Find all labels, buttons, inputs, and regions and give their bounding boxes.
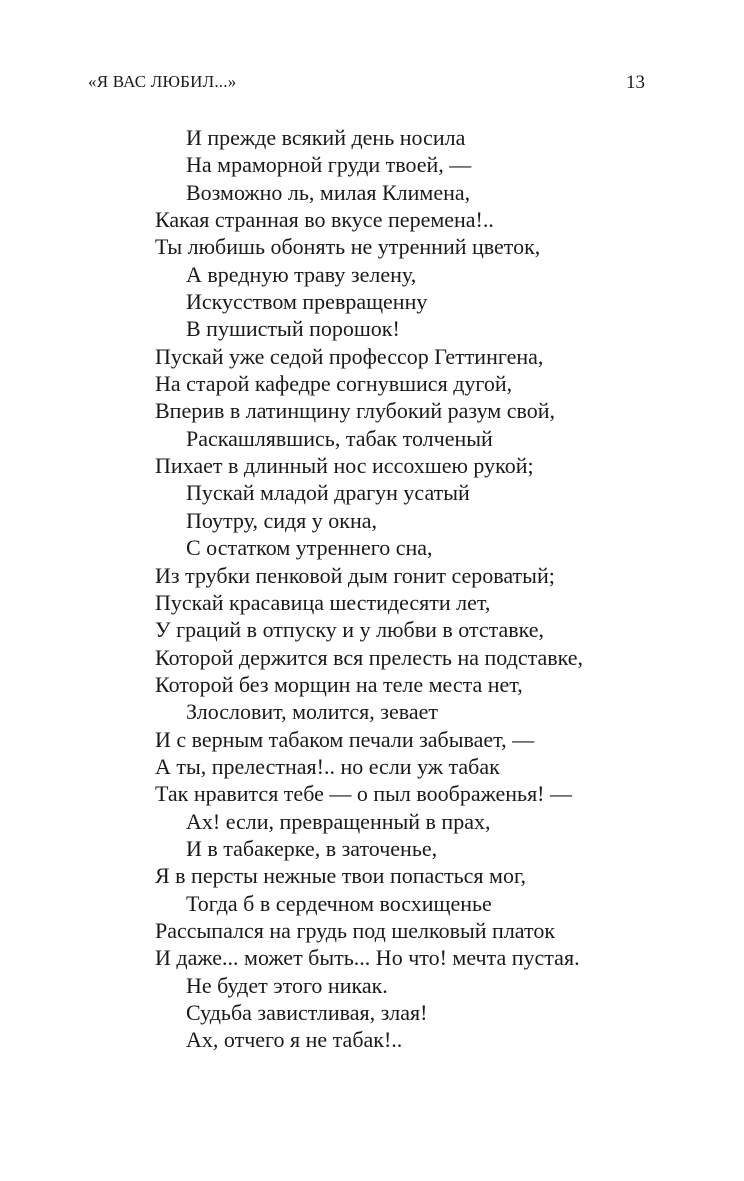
poem-line: Пихает в длинный нос иссохшею рукой;: [155, 453, 534, 479]
poem-line: И в табакерке, в заточенье,: [186, 835, 438, 861]
poem-line: И даже... может быть... Но что! мечта пустая.: [155, 945, 580, 971]
poem-line: Пускай уже седой профессор Геттингена,: [155, 343, 544, 369]
poem-line: Судьба завистливая, злая!: [186, 1000, 428, 1025]
poem-line: Которой держится вся прелесть на подставке,: [155, 644, 584, 670]
poem-line: Пускай младой драгун усатый: [186, 480, 470, 506]
poem-line: Ах! если, превращенный в прах,: [186, 808, 491, 834]
poem-line: Раскашлявшись, табак толченый: [186, 425, 493, 451]
poem-line: Тогда б в сердечном восхищенье: [186, 890, 492, 916]
poem-line: Какая странная во вкусе перемена!..: [155, 207, 494, 233]
poem-line: И с верным табаком печали забывает, —: [155, 726, 535, 752]
poem-line: Искусством превращенну: [186, 289, 428, 315]
poem-line: Поутру, сидя у окна,: [186, 507, 378, 533]
poem-line: У граций в отпуску и у любви в отставке,: [155, 617, 545, 643]
poem-line: Так нравится тебе — о пыл воображенья! —: [155, 781, 573, 807]
poem-line: Злословит, молится, зевает: [186, 699, 438, 725]
poem-line: На старой кафедре согнувшися дугой,: [155, 371, 513, 397]
poem-line: А вредную траву зелену,: [186, 261, 417, 287]
poem-line: Пускай красавица шестидесяти лет,: [155, 589, 491, 615]
poem-line: Из трубки пенковой дым гонит сероватый;: [155, 562, 555, 588]
poem-line: В пушистый порошок!: [186, 316, 400, 342]
poem-line: Которой без морщин на теле места нет,: [155, 671, 523, 697]
poem-line: Вперив в латинщину глубокий разум свой,: [155, 398, 556, 424]
poem-text: [155, 124, 695, 1054]
poem-line: На мраморной груди твоей, —: [186, 152, 472, 178]
poem-line: Ах, отчего я не табак!..: [186, 1027, 403, 1053]
poem-line: Возможно ль, милая Климена,: [186, 179, 471, 205]
page-number: 13: [626, 72, 645, 93]
poem-line: А ты, прелестная!.. но если уж табак: [155, 753, 500, 779]
poem-line: Рассыпался на грудь под шелковый платок: [155, 917, 556, 943]
running-head: «Я ВАС ЛЮБИЛ...»: [88, 72, 237, 91]
poem-line: И прежде всякий день носила: [186, 125, 466, 150]
poem-line: С остатком утреннего сна,: [186, 535, 433, 561]
poem-line: Ты любишь обонять не утренний цветок,: [155, 234, 541, 260]
poem-line: Не будет этого никак.: [186, 972, 388, 998]
poem-line: Я в персты нежные твои попасться мог,: [155, 863, 527, 889]
